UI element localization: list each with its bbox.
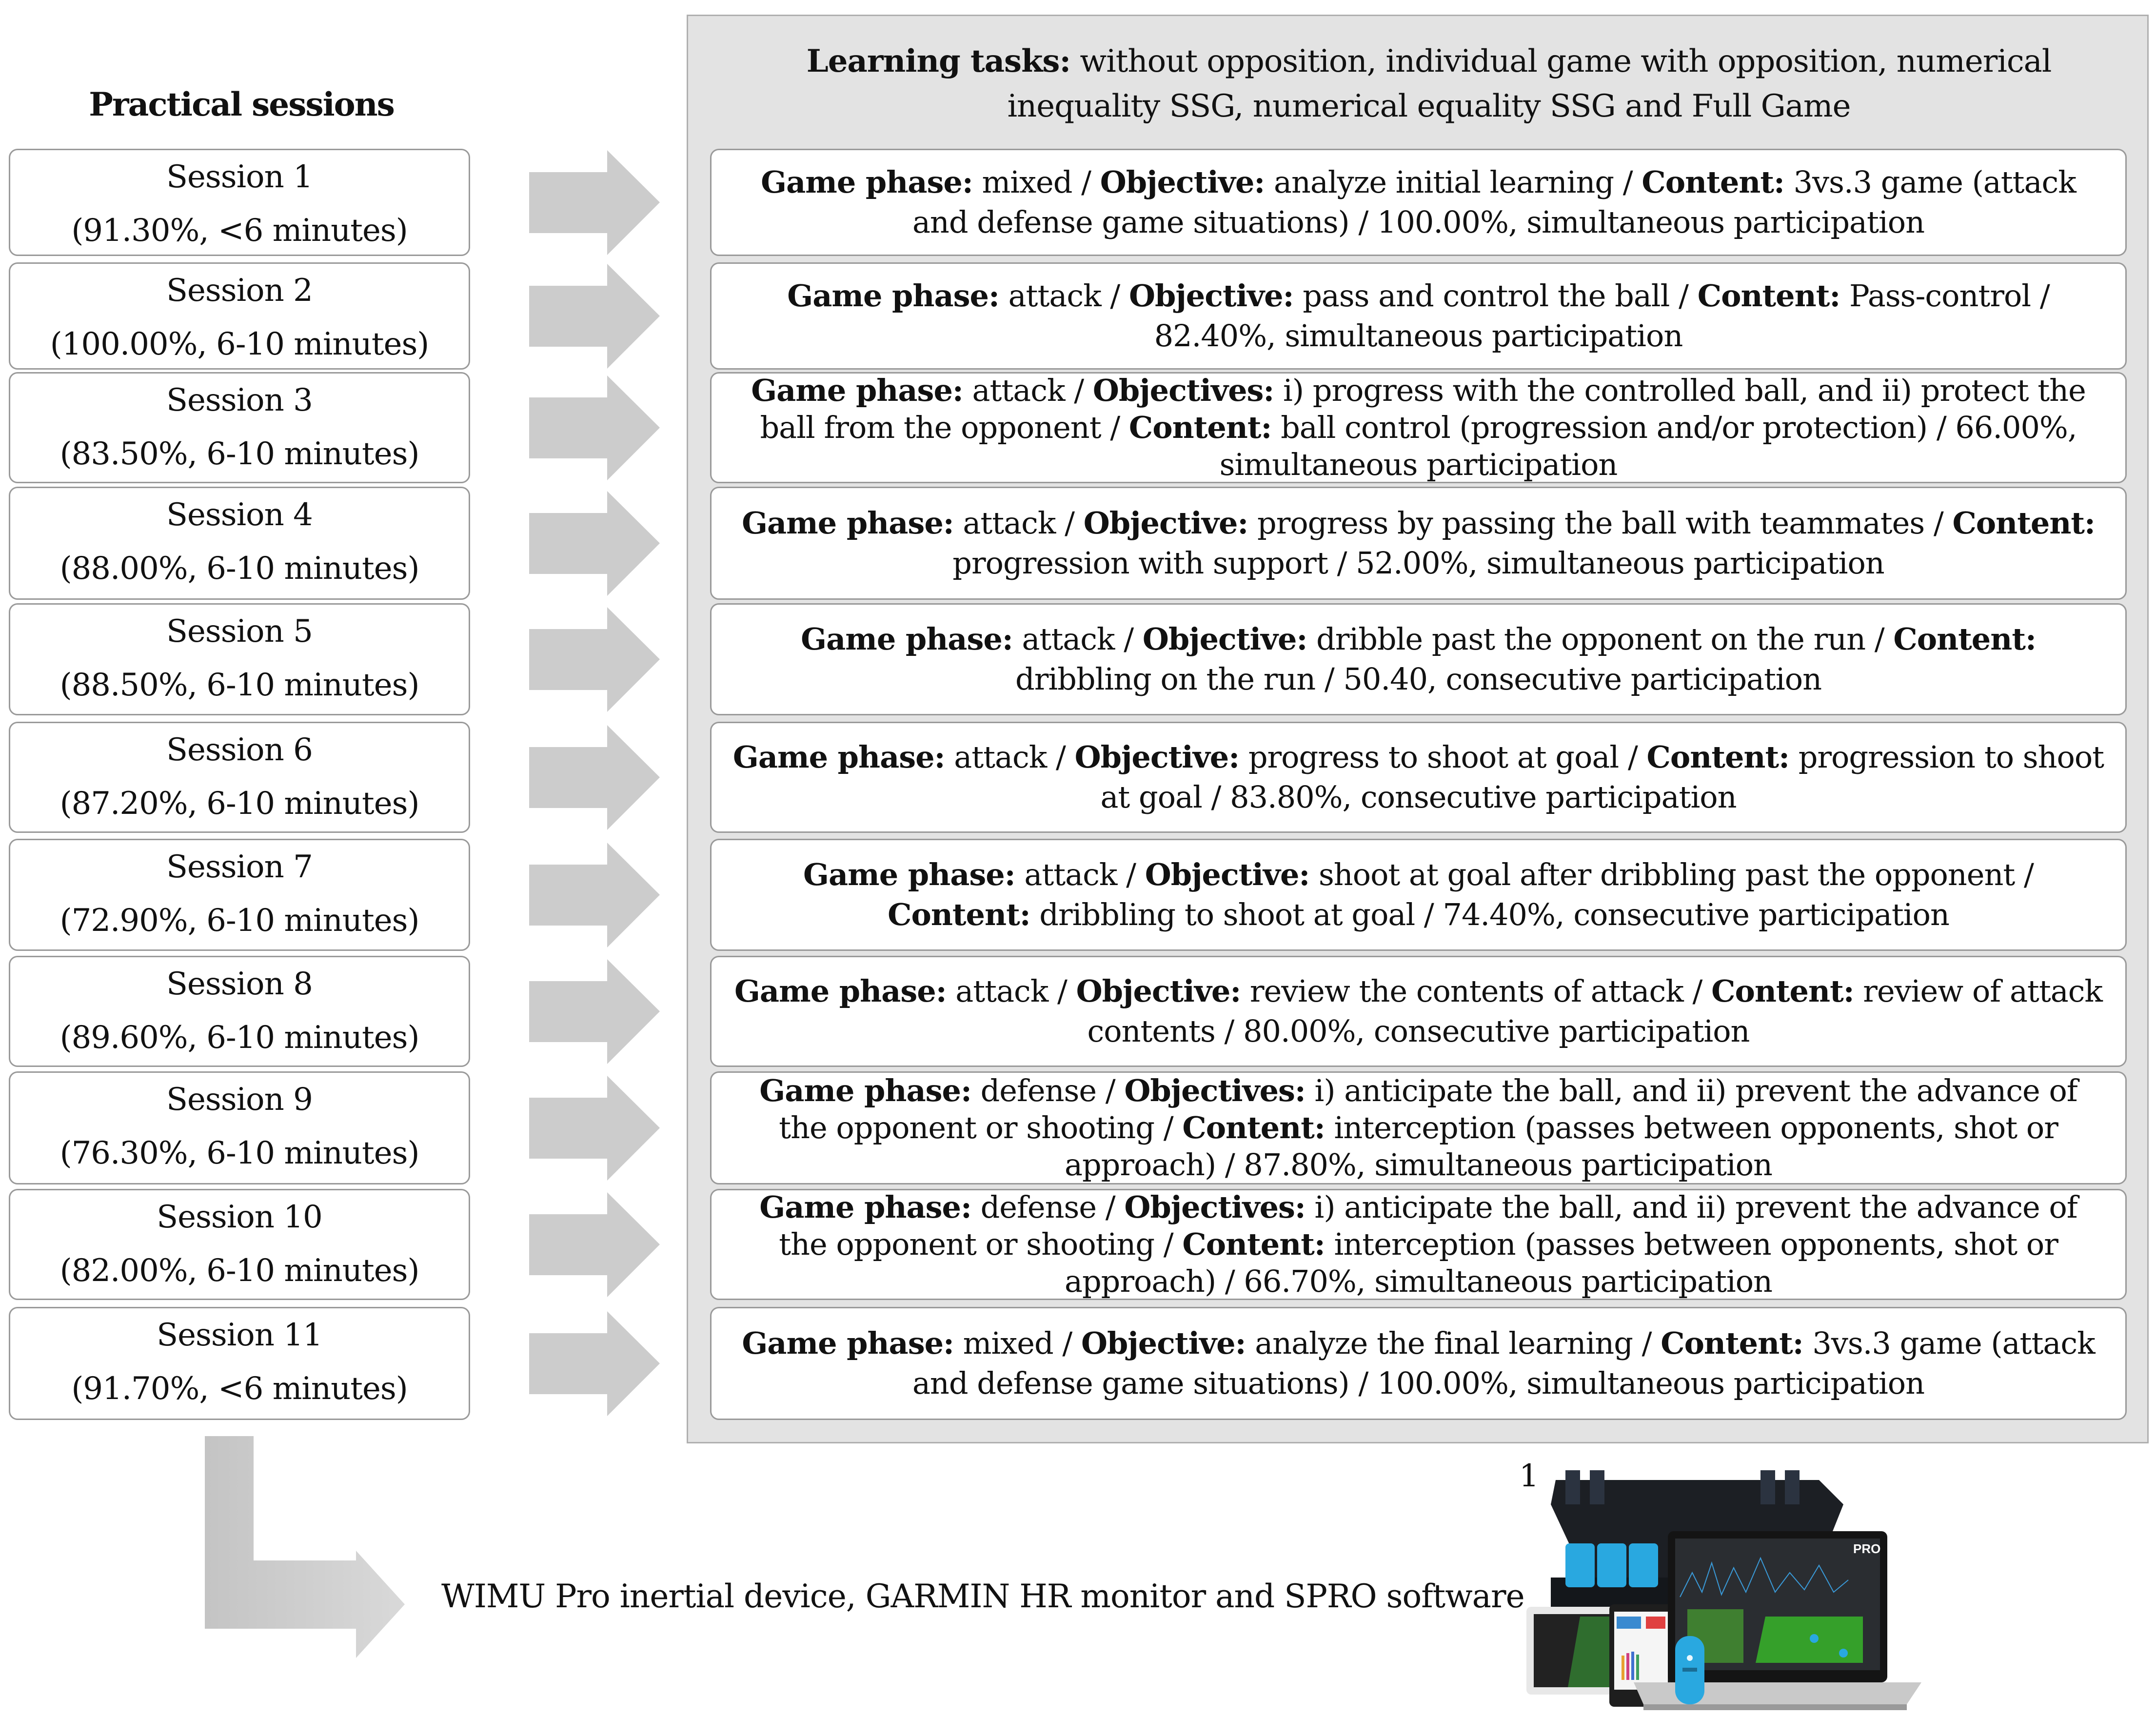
right-arrow-icon (529, 150, 660, 255)
learning-tasks-text: without opposition, individual game with opposition, numerical inequality SSG, numerical equality SSG and Full Game (1007, 43, 2052, 124)
content-label: Content: (1661, 1325, 1803, 1361)
game-phase-value: attack / (1015, 857, 1145, 892)
learning-task-text (731, 971, 2106, 1051)
content-value: ball control (progression and/or protection) / 66.00%, simultaneous participation (1219, 410, 2077, 482)
learning-task-box (710, 1071, 2127, 1184)
right-arrow-icon (529, 1192, 660, 1297)
objective-label: Objective: (1128, 278, 1294, 314)
learning-task-text (731, 1072, 2106, 1184)
objective-value: progress by passing the ball with teammates / (1248, 505, 1953, 541)
game-phase-value: attack / (963, 373, 1093, 408)
session-detail: (89.60%, 6-10 minutes) (59, 1020, 419, 1056)
objective-label: Objective: (1142, 621, 1307, 657)
learning-task-box (710, 722, 2127, 833)
objective-label: Objective: (1076, 973, 1241, 1009)
learning-task-text (731, 372, 2106, 483)
content-label: Content: (888, 897, 1030, 932)
content-label: Content: (1646, 739, 1790, 775)
right-arrow-icon (529, 959, 660, 1064)
content-label: Content: (1697, 278, 1840, 314)
learning-task-box (710, 149, 2127, 256)
objective-label: Objectives: (1124, 1189, 1305, 1225)
game-phase-label: Game phase: (803, 857, 1015, 892)
right-arrow-icon (529, 264, 660, 369)
learning-task-box (710, 1189, 2127, 1300)
objective-label: Objectives: (1124, 1073, 1305, 1108)
objective-value: review the contents of attack / (1241, 973, 1712, 1009)
objective-label: Objectives: (1092, 373, 1274, 408)
session-detail: (88.00%, 6-10 minutes) (59, 551, 419, 587)
objective-value: analyze the final learning / (1246, 1325, 1661, 1361)
learning-task-text (731, 1189, 2106, 1300)
content-value: 3vs.3 game (attack and defense game situations) / 100.00%, simultaneous participation (912, 164, 2076, 240)
session-label: Session 4 (166, 497, 313, 533)
game-phase-label: Game phase: (787, 278, 999, 314)
right-arrow-icon (529, 725, 660, 830)
session-box (9, 487, 470, 600)
objective-value: analyze initial learning / (1265, 164, 1642, 200)
content-label: Content: (1182, 1110, 1325, 1145)
session-label: Session 5 (166, 613, 313, 650)
game-phase-value: attack / (1012, 621, 1143, 657)
session-label: Session 1 (166, 159, 313, 195)
session-detail: (87.20%, 6-10 minutes) (59, 786, 419, 822)
objective-label: Objective: (1083, 505, 1248, 541)
content-label: Content: (1893, 621, 2036, 657)
session-detail: (82.00%, 6-10 minutes) (59, 1253, 419, 1289)
content-label: Content: (1182, 1226, 1325, 1262)
session-box (9, 839, 470, 951)
objective-value: i) anticipate the ball, and ii) prevent the advance of the opponent or shooting / (779, 1073, 2077, 1145)
figure-number: 1 (1519, 1458, 1539, 1494)
content-value: progression with support / 52.00%, simultaneous participation (952, 545, 1884, 581)
game-phase-label: Game phase: (761, 164, 973, 200)
learning-task-text (731, 162, 2106, 242)
right-arrow-icon (529, 375, 660, 480)
game-phase-value: attack / (953, 505, 1084, 541)
content-label: Content: (1642, 164, 1784, 200)
game-phase-label: Game phase: (732, 739, 945, 775)
learning-task-box (710, 1307, 2127, 1420)
practical-sessions-title: Practical sessions (89, 85, 394, 123)
l-arrow-icon (193, 1436, 417, 1660)
content-value: dribbling to shoot at goal / 74.40%, consecutive participation (1030, 897, 1949, 932)
content-label: Content: (1711, 973, 1854, 1009)
session-label: Session 10 (157, 1199, 322, 1235)
game-phase-value: defense / (971, 1189, 1125, 1225)
learning-task-box (710, 372, 2127, 483)
session-box (9, 603, 470, 715)
right-arrow-icon (529, 607, 660, 712)
session-label: Session 3 (166, 382, 313, 418)
game-phase-value: attack / (999, 278, 1129, 314)
session-detail: (76.30%, 6-10 minutes) (59, 1135, 419, 1171)
game-phase-value: attack / (946, 973, 1076, 1009)
wimu-pro-kit-image (1512, 1460, 1926, 1724)
learning-task-text (731, 737, 2106, 817)
content-value: progression to shoot at goal / 83.80%, consecutive participation (1100, 739, 2104, 815)
learning-task-box (710, 487, 2127, 600)
objective-label: Objective: (1145, 857, 1310, 892)
session-box (9, 956, 470, 1067)
learning-task-text (731, 503, 2106, 583)
game-phase-label: Game phase: (759, 1073, 971, 1108)
game-phase-label: Game phase: (734, 973, 947, 1009)
session-box (9, 262, 470, 370)
right-arrow-icon (529, 1311, 660, 1416)
game-phase-value: mixed / (972, 164, 1100, 200)
game-phase-label: Game phase: (742, 505, 954, 541)
content-value: Pass-control / 82.40%, simultaneous participation (1154, 278, 2050, 354)
session-label: Session 7 (166, 849, 313, 885)
game-phase-value: defense / (971, 1073, 1125, 1108)
session-label: Session 11 (157, 1317, 322, 1353)
learning-task-text (731, 619, 2106, 699)
session-box (9, 372, 470, 483)
session-detail: (100.00%, 6-10 minutes) (50, 326, 429, 362)
learning-tasks-label: Learning tasks: (806, 43, 1071, 79)
learning-tasks-header (746, 39, 2112, 129)
learning-task-box (710, 956, 2127, 1067)
content-value: 3vs.3 game (attack and defense game situations) / 100.00%, simultaneous participation (912, 1325, 2095, 1401)
session-detail: (72.90%, 6-10 minutes) (59, 903, 419, 939)
objective-value: i) progress with the controlled ball, and ii) protect the ball from the opponent / (760, 373, 2086, 445)
objective-value: i) anticipate the ball, and ii) prevent the advance of the opponent or shooting / (779, 1189, 2077, 1262)
session-box (9, 149, 470, 256)
game-phase-label: Game phase: (751, 373, 963, 408)
learning-task-box (710, 262, 2127, 370)
device-dock-icon (1565, 1543, 1658, 1587)
game-phase-label: Game phase: (801, 621, 1013, 657)
right-arrow-icon (529, 1076, 660, 1181)
objective-value: pass and control the ball / (1293, 278, 1698, 314)
session-detail: (91.70%, <6 minutes) (71, 1371, 408, 1407)
content-label: Content: (1952, 505, 2095, 541)
learning-task-box (710, 839, 2127, 951)
session-label: Session 9 (166, 1082, 313, 1118)
objective-value: progress to shoot at goal / (1239, 739, 1647, 775)
session-detail: (83.50%, 6-10 minutes) (59, 436, 419, 472)
objective-label: Objective: (1081, 1325, 1246, 1361)
right-arrow-icon (529, 843, 660, 947)
game-phase-value: attack / (945, 739, 1075, 775)
learning-task-box (710, 603, 2127, 715)
learning-task-text (731, 855, 2106, 935)
session-detail: (88.50%, 6-10 minutes) (59, 667, 419, 703)
session-box (9, 722, 470, 833)
right-arrow-icon (529, 491, 660, 596)
content-value: interception (passes between opponents, shot or approach) / 66.70%, simultaneous participation (1065, 1226, 2058, 1299)
content-value: interception (passes between opponents, shot or approach) / 87.80%, simultaneous participation (1065, 1110, 2058, 1183)
session-box (9, 1307, 470, 1420)
game-phase-label: Game phase: (742, 1325, 954, 1361)
objective-value: dribble past the opponent on the run / (1307, 621, 1894, 657)
objective-label: Objective: (1100, 164, 1265, 200)
learning-task-text (731, 276, 2106, 356)
device-caption: WIMU Pro inertial device, GARMIN HR monitor and SPRO software (441, 1578, 1524, 1615)
session-box (9, 1189, 470, 1300)
learning-task-text (731, 1323, 2106, 1403)
objective-label: Objective: (1074, 739, 1240, 775)
objective-value: shoot at goal after dribbling past the opponent / (1309, 857, 2034, 892)
game-phase-value: mixed / (953, 1325, 1081, 1361)
content-value: review of attack contents / 80.00%, consecutive participation (1087, 973, 2102, 1049)
game-phase-label: Game phase: (759, 1189, 971, 1225)
wimu-device-icon (1675, 1636, 1704, 1704)
session-label: Session 6 (166, 732, 313, 768)
session-label: Session 2 (166, 273, 313, 309)
spro-logo: PRO (1853, 1541, 1881, 1556)
session-box (9, 1071, 470, 1184)
content-label: Content: (1128, 410, 1272, 445)
session-label: Session 8 (166, 966, 313, 1002)
content-value: dribbling on the run / 50.40, consecutive participation (1015, 661, 1821, 697)
session-detail: (91.30%, <6 minutes) (71, 213, 408, 249)
